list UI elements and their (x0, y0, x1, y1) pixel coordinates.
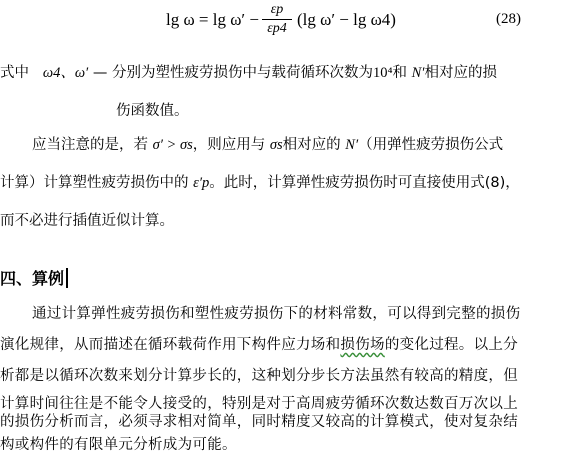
para3-line4: 计算时间往往是不能令人接受的，特别是对于高周疲劳循环次数达数百万次以上 (0, 396, 518, 412)
sigma-s-symbol: σs (269, 137, 283, 153)
para3-line6: 构或构件的有限单元分析成为可能。 (0, 437, 237, 453)
fraction-bar (262, 19, 292, 20)
ten-power-four: 10⁴ (372, 65, 393, 81)
para2-line3: 而不必进行插值近似计算。 (0, 213, 174, 229)
sigma-inequality: σ′ > σs (152, 137, 193, 153)
omega-symbols: ω4、ω′ (42, 65, 89, 81)
equation-fraction (262, 2, 292, 37)
text-cursor[interactable] (66, 268, 68, 288)
para3-line5: 的损伤分析而言，必须寻求相对简单，同时精度又较高的计算模式，使对复杂结 (0, 414, 518, 430)
spellcheck-flagged-word[interactable]: 损伤场 (340, 337, 385, 353)
para1-line2: 伤函数值。 (116, 103, 189, 119)
para1-line1: 式中 ω4、ω′ — 分别为塑性疲劳损伤中与载荷循环次数为10⁴和 N′相对应的损 (0, 65, 497, 81)
equation-rhs: (lg ω′ − lg ω4) (297, 10, 396, 29)
para3-line1: 通过计算弹性疲劳损伤和塑性疲劳损伤下的材料常数，可以得到完整的损伤 (32, 306, 521, 322)
para2-line2: 计算）计算塑性疲劳损伤中的 ε′p。此时，计算弹性疲劳损伤时可直接使用式(8)， (0, 175, 520, 191)
n-prime-symbol: N′ (345, 137, 359, 153)
para3-line2: 演化规律，从而描述在循环载荷作用下构件应力场和损伤场的变化过程。以上分 (0, 337, 519, 353)
para2-line1: 应当注意的是，若 σ′ > σs，则应用与 σs相对应的 N′（用弹性疲劳损伤公式 (32, 137, 504, 153)
section-heading: 四、算例 (0, 268, 68, 288)
fraction-denominator: εp4 (267, 21, 287, 36)
epsilon-p-prime-symbol: ε′p (193, 175, 210, 191)
fraction-numerator: εp (270, 2, 284, 17)
para3-line3: 析都是以循环次数来划分计算步长的，这种划分步长方法虽然有较高的精度，但 (0, 368, 518, 384)
equation-lhs: lg ω = lg ω′ − (166, 10, 259, 29)
n-prime-symbol: N′ (411, 65, 425, 81)
equation-number: (28) (496, 11, 521, 27)
